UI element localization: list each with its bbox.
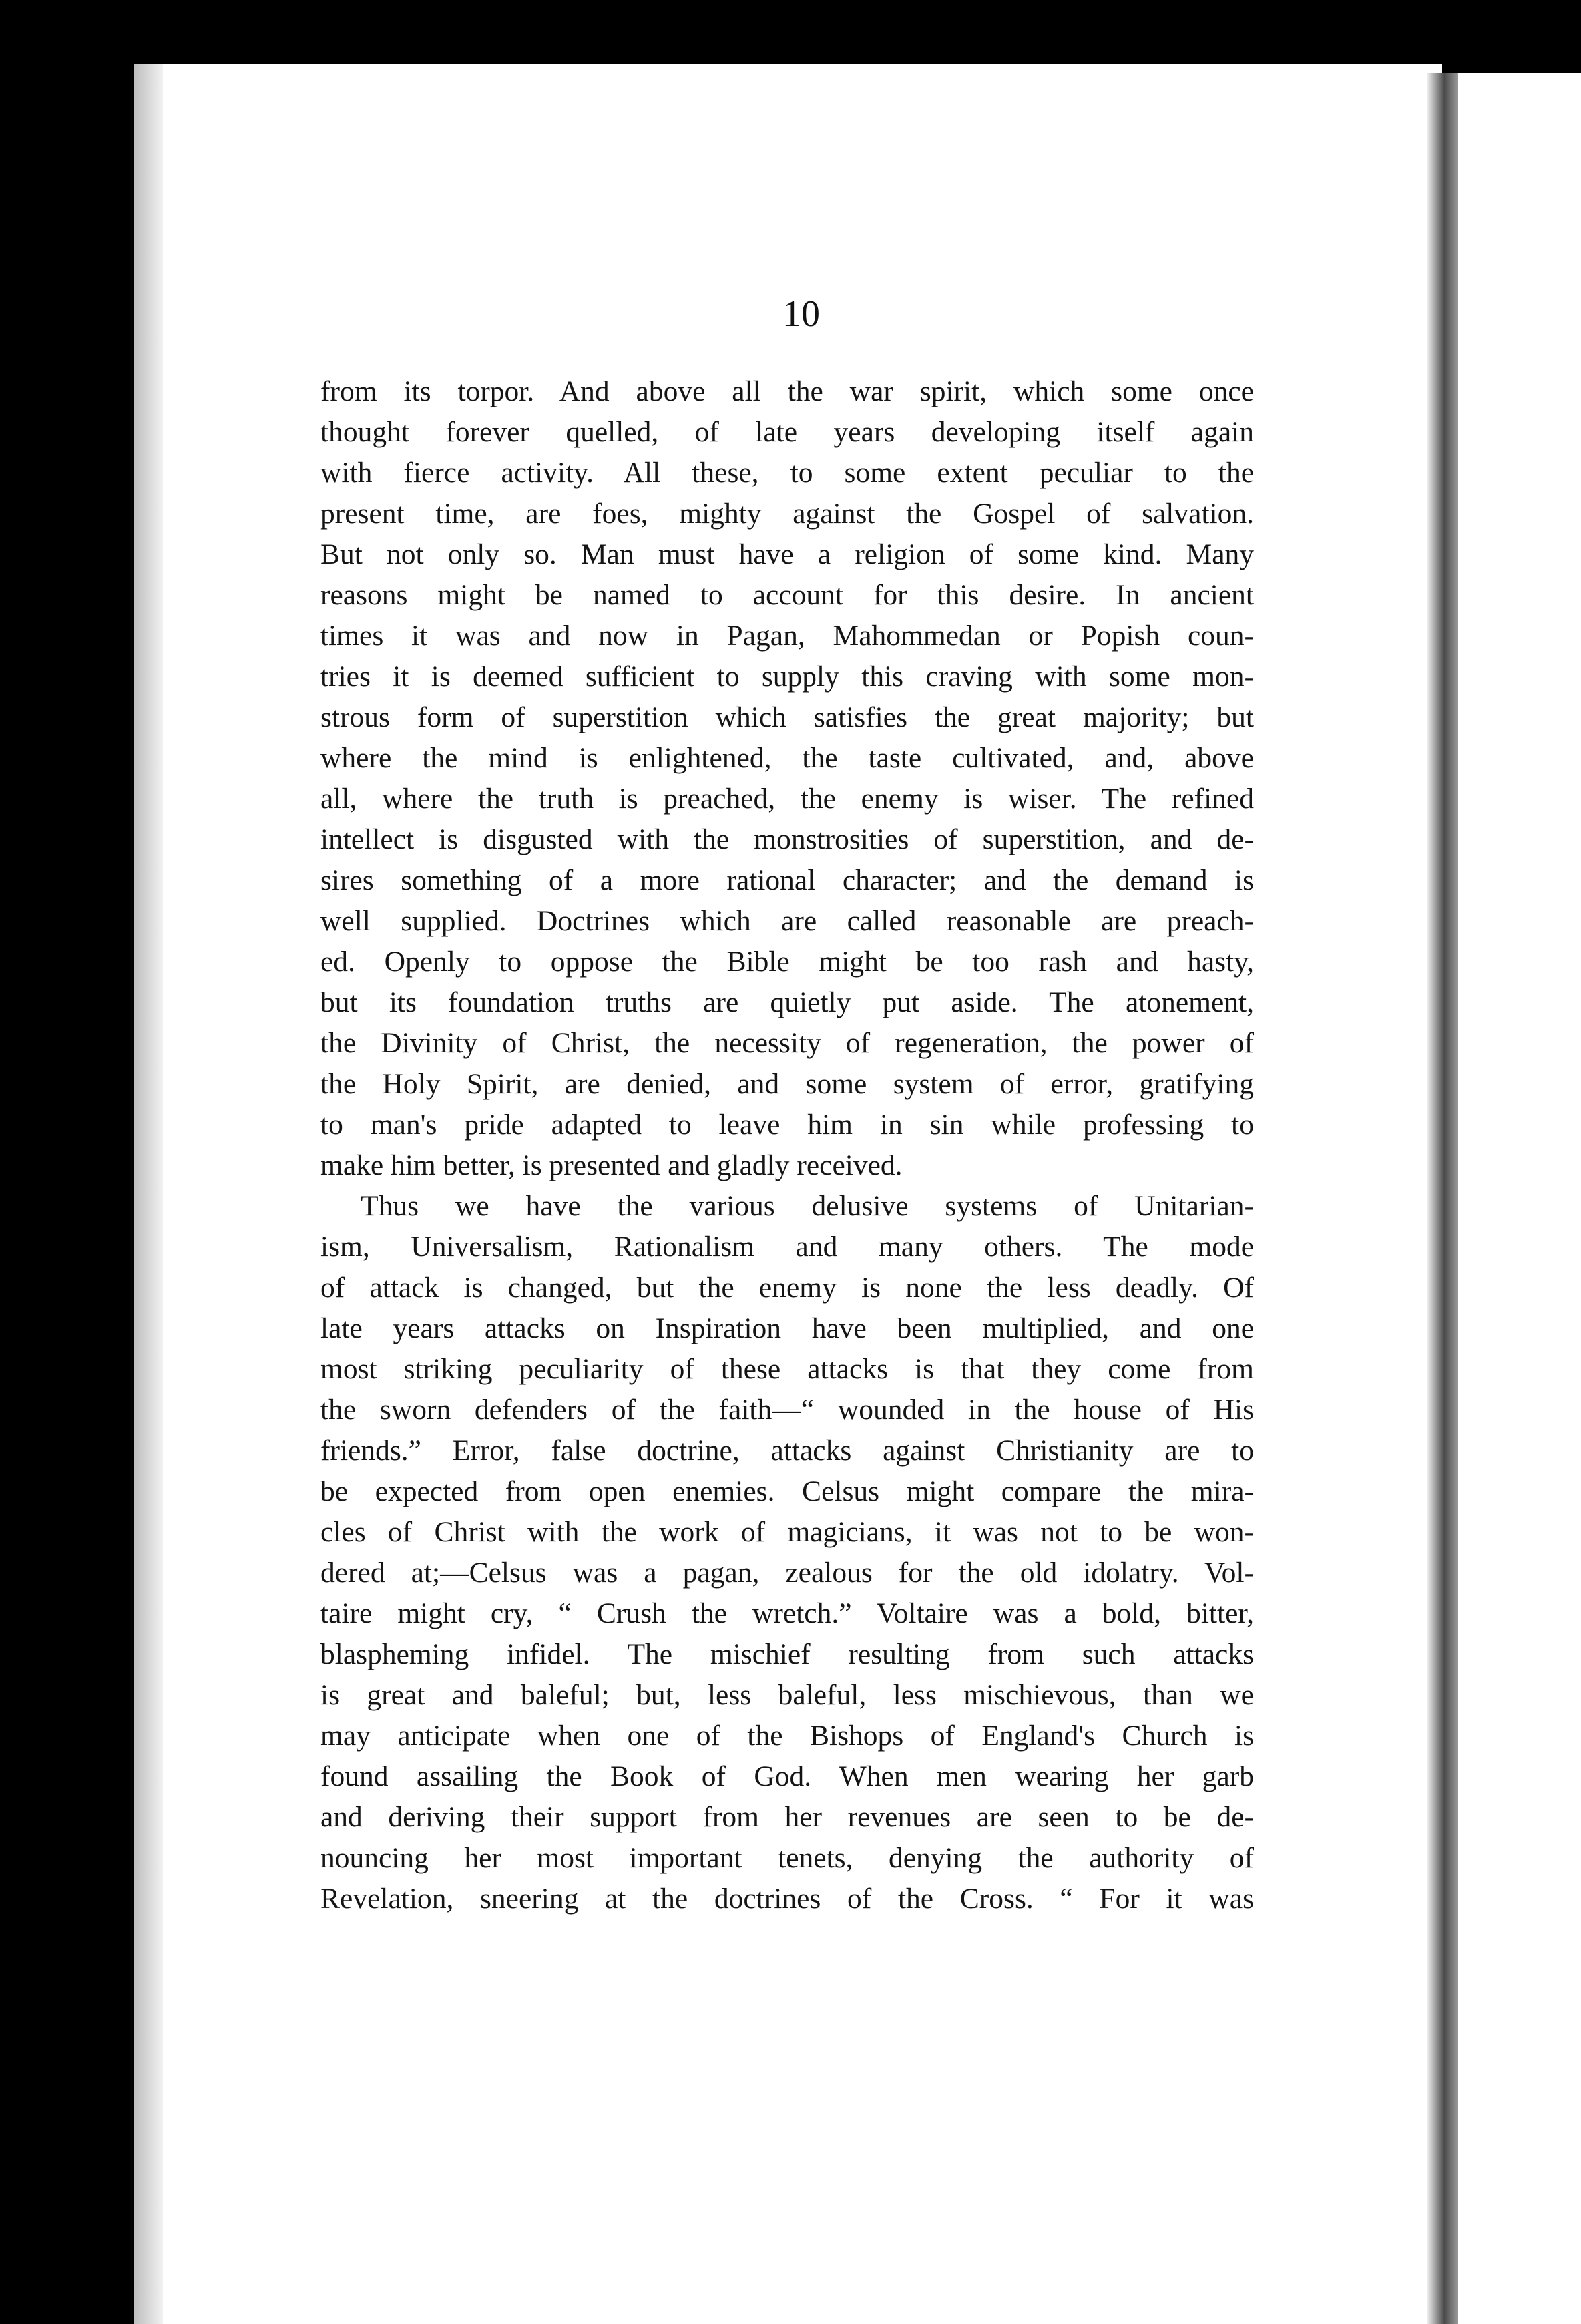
text-line: dered at;—Celsus was a pagan, zealous for the old idolatry. Vol-	[320, 1557, 1254, 1589]
text-line: well supplied. Doctrines which are called reasonable are preach-	[320, 905, 1254, 937]
page-edge-shadow	[134, 64, 163, 2324]
text-line: Revelation, sneering at the doctrines of the Cross. “ For it was	[320, 1883, 1254, 1915]
body-text	[320, 371, 1254, 1919]
text-line: the Divinity of Christ, the necessity of regeneration, the power of	[320, 1027, 1254, 1059]
text-line: present time, are foes, mighty against the Gospel of salvation.	[320, 498, 1254, 530]
text-line: cles of Christ with the work of magicians, it was not to be won-	[320, 1516, 1254, 1548]
paragraph-end-line: make him better, is presented and gladly received.	[320, 1149, 903, 1181]
text-line: the Holy Spirit, are denied, and some system of error, gratifying	[320, 1068, 1254, 1100]
text-line: is great and baleful; but, less baleful, less mischievous, than we	[320, 1679, 1254, 1711]
text-line: intellect is disgusted with the monstrosities of superstition, and de-	[320, 823, 1254, 855]
text-line: ed. Openly to oppose the Bible might be too rash and hasty,	[320, 946, 1254, 978]
facing-page-edge	[1458, 73, 1581, 2324]
text-line: taire might cry, “ Crush the wretch.” Voltaire was a bold, bitter,	[320, 1597, 1254, 1629]
text-line: times it was and now in Pagan, Mahommedan or Popish coun-	[320, 620, 1254, 652]
text-line: found assailing the Book of God. When men wearing her garb	[320, 1760, 1254, 1792]
text-line: the sworn defenders of the faith—“ wounded in the house of His	[320, 1394, 1254, 1426]
text-line: but its foundation truths are quietly put aside. The atonement,	[320, 986, 1254, 1018]
text-line: may anticipate when one of the Bishops of England's Church is	[320, 1720, 1254, 1752]
paragraph-start-line: Thus we have the various delusive systems of Unitarian-	[361, 1190, 1254, 1222]
text-line: most striking peculiarity of these attacks is that they come from	[320, 1353, 1254, 1385]
text-line: blaspheming infidel. The mischief resulting from such attacks	[320, 1638, 1254, 1670]
text-line: reasons might be named to account for this desire. In ancient	[320, 579, 1254, 611]
text-line: be expected from open enemies. Celsus might compare the mira-	[320, 1475, 1254, 1507]
text-line: tries it is deemed sufficient to supply this craving with some mon-	[320, 660, 1254, 693]
page-number: 10	[782, 293, 820, 335]
text-line: nouncing her most important tenets, denying the authority of	[320, 1842, 1254, 1874]
text-line: friends.” Error, false doctrine, attacks against Christianity are to	[320, 1434, 1254, 1467]
text-line: to man's pride adapted to leave him in sin while professing to	[320, 1109, 1254, 1141]
text-line: with fierce activity. All these, to some extent peculiar to the	[320, 457, 1254, 489]
text-line: and deriving their support from her revenues are seen to be de-	[320, 1801, 1254, 1833]
text-line: strous form of superstition which satisfies the great majority; but	[320, 701, 1254, 733]
text-line: But not only so. Man must have a religion of some kind. Many	[320, 538, 1254, 570]
text-line: where the mind is enlightened, the taste cultivated, and, above	[320, 742, 1254, 774]
text-line: from its torpor. And above all the war spirit, which some once	[320, 375, 1254, 407]
text-line: late years attacks on Inspiration have been multiplied, and one	[320, 1312, 1254, 1344]
text-line: thought forever quelled, of late years developing itself again	[320, 416, 1254, 448]
text-line: of attack is changed, but the enemy is none the less deadly. Of	[320, 1272, 1254, 1304]
text-line: sires something of a more rational character; and the demand is	[320, 864, 1254, 896]
text-line: ism, Universalism, Rationalism and many others. The mode	[320, 1231, 1254, 1263]
text-line: all, where the truth is preached, the enemy is wiser. The refined	[320, 783, 1254, 815]
book-gutter	[1427, 73, 1458, 2324]
